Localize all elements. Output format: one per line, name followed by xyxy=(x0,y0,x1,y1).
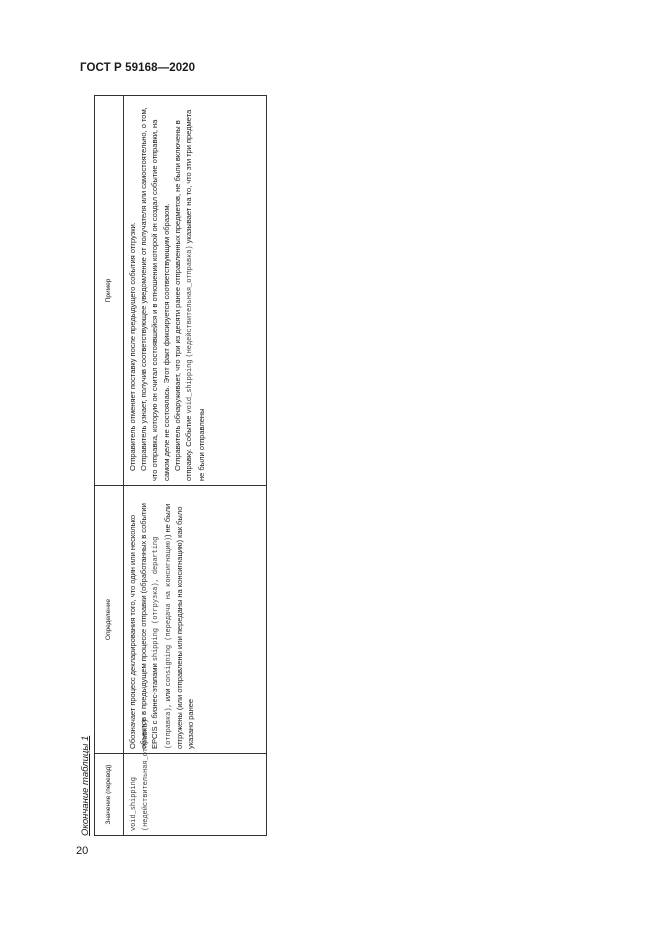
definition-text-2: или xyxy=(162,686,172,704)
definitions-table xyxy=(94,95,267,836)
column-header-example: Пример xyxy=(95,96,124,486)
example-paragraph-3 xyxy=(172,100,207,481)
cell-example xyxy=(124,96,267,486)
page-number: 20 xyxy=(76,845,89,857)
value-translation: (недействительная_отправка) xyxy=(142,718,151,831)
example-paragraph-1: Отправитель отменяет поставку после предыдущего события отгрузки. xyxy=(128,222,137,471)
example-code-2: (недействительная_отправка) xyxy=(186,245,195,358)
example-code-1: void_shipping xyxy=(186,359,195,414)
table-header-row xyxy=(95,96,124,836)
definition-code-1: shipping (отгрузка), departing (отправка), xyxy=(152,536,173,749)
example-text-3b: указывает на то, что эти три предмета не были отправлены xyxy=(184,109,206,481)
example-text-3a: Отправитель обнаруживает, что три из десяти ранее отправленных предметов, не были включены в отправку. Событие xyxy=(172,120,194,481)
definition-text-1: Обозначает процесс декларирования того, что один или несколько объектов в предыдущем процессе отправки (обработанных в событии EPCIS с бизнес-этапами xyxy=(128,503,160,749)
definition-code-2: consigning (передача на консигнацию) xyxy=(164,537,173,687)
cell-value xyxy=(124,718,267,836)
column-header-definition: Определение xyxy=(95,486,124,754)
table-caption: Окончание таблицы 1 xyxy=(80,735,91,836)
cell-definition xyxy=(124,486,267,754)
standard-header: ГОСТ Р 59168—2020 xyxy=(80,62,196,74)
example-paragraph-2: Отправитель узнает, получив соответствующее уведомление от получателя или самостоятельно, о том, что отправка, которую он считал состоявшейся и в отношении которой он создал событие отправки, на самом деле не состоялась. Этот факт фиксируется соответствующим образом. xyxy=(139,107,171,481)
column-header-value: Значение (перевод) xyxy=(95,754,124,836)
definition-text-3: ) не были отгружены (или отправлены или переданы на консигнацию) как было указано ранее xyxy=(162,503,196,749)
rotated-table-block xyxy=(80,96,267,836)
value-code: void_shipping xyxy=(130,777,138,831)
table-row xyxy=(124,96,267,836)
